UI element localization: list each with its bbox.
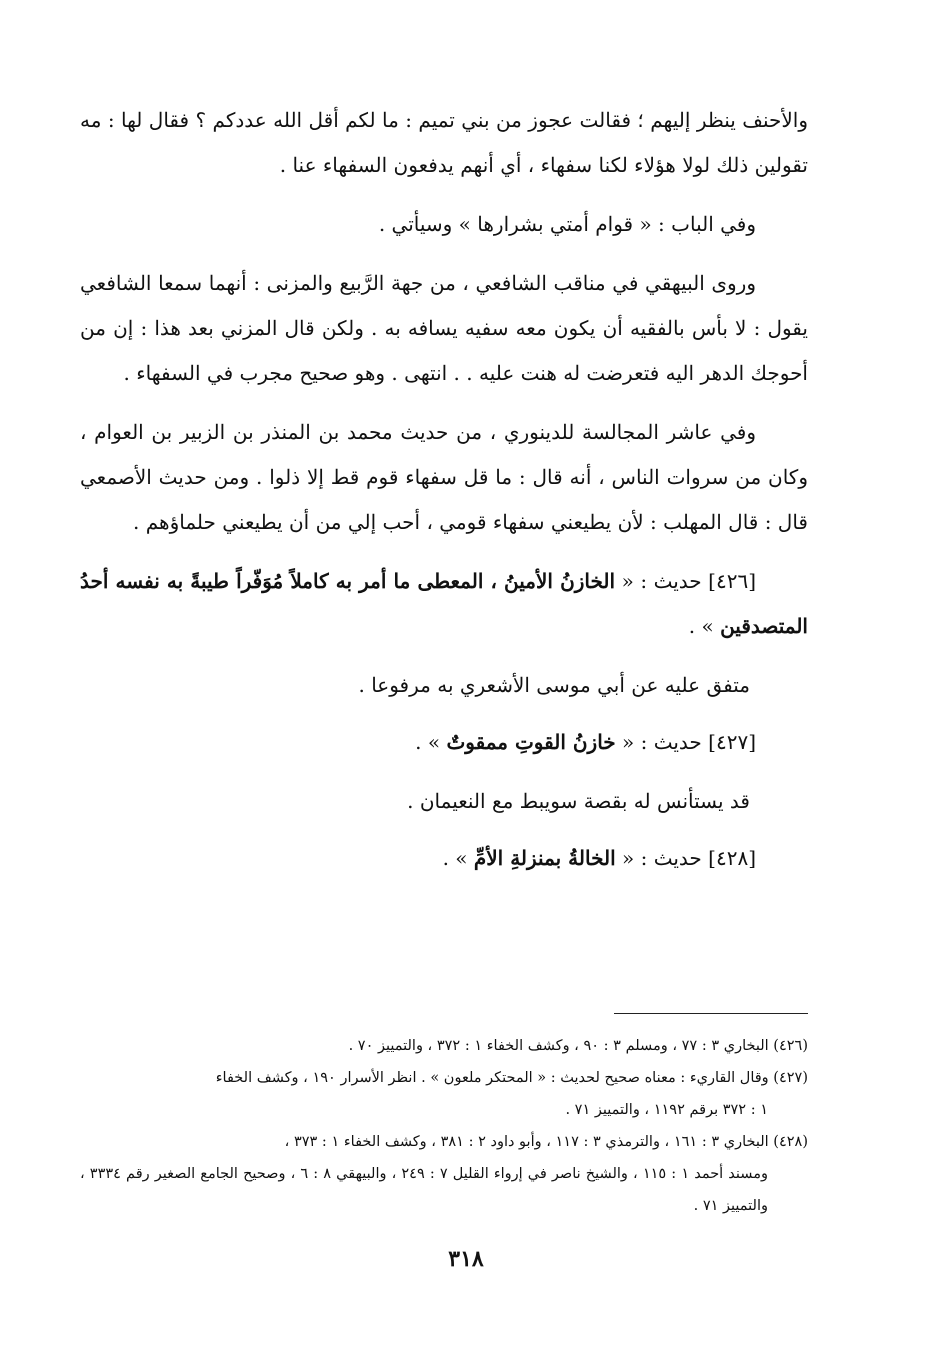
paragraph: وروى البيهقي في مناقب الشافعي ، من جهة الرَّبيع والمزنى : أنهما سمعا الشافعي يقول : لا بأس بالفقيه أن يكون معه سفيه يسافه به . ولكن قال المزني بعد هذا : إن من أحوجك الدهر اليه فتعرضت له هنت عليه . . انتهى . وهو صحيح مجرب في السفهاء . — [80, 271, 808, 385]
hadith-text: خازنُ القوتِ ممقوتٌ — [446, 730, 616, 754]
hadith-text: الخالةُ بمنزلةِ الأمِّ — [473, 846, 616, 870]
hadith-suffix: » . — [415, 730, 441, 754]
footnote-divider — [614, 1013, 808, 1014]
hadith-prefix: حديث : « — [621, 569, 702, 593]
hadith-428 — [80, 836, 808, 881]
hadith-number: [٤٢٦] — [708, 569, 756, 593]
footnote-427-continuation: ١ : ٣٧٢ برقم ١١٩٢ ، والتمييز ٧١ . — [565, 1102, 768, 1118]
paragraph: والأحنف ينظر إليهم ؛ فقالت عجوز من بني تميم : ما لكم أقل الله عددكم ؟ فقال لها : مه تقولين ذلك لولا هؤلاء لكنا سفهاء ، أي أنهم يدفعون السفهاء عنا . — [80, 108, 808, 177]
hadith-text: الخازنُ الأمينُ ، المعطى ما أمر به كاملاً مُوَفّراً طيبةً به نفسه أحدُ المتصدقين — [80, 569, 808, 638]
footnote-428-continuation: ومسند أحمد ١ : ١١٥ ، والشيخ ناصر في إرواء القليل ٧ : ٢٤٩ ، والبيهقي ٨ : ٦ ، وصحيح الجامع الصغير رقم ٣٣٣٤ ، والتمييز ٧١ . — [80, 1166, 769, 1214]
paragraph: وفي عاشر المجالسة للدينوري ، من حديث محمد بن المنذر بن الزبير بن العوام ، وكان من سروات الناس ، أنه قال : ما قل سفهاء قوم قط إلا ذلوا . ومن حديث الأصمعي قال : قال المهلب : لأن يطيعني سفهاء قومي ، أحب إلي من أن يطيعني حلماؤهم . — [80, 420, 808, 534]
hadith-suffix: » . — [688, 614, 714, 638]
hadith-number: [٤٢٧] — [708, 730, 756, 754]
hadith-prefix: حديث : « — [622, 730, 702, 754]
hadith-number: [٤٢٨] — [708, 846, 756, 870]
hadith-note: قد يستأنس له بقصة سويبط مع النعيمان . — [407, 789, 750, 813]
hadith-prefix: حديث : « — [622, 846, 702, 870]
footnotes — [80, 1030, 808, 1222]
hadith-suffix: » . — [442, 846, 468, 870]
hadith-427 — [80, 720, 808, 765]
main-text — [80, 98, 808, 895]
page-number: ٣١٨ — [448, 1246, 484, 1272]
footnote-427: (٤٢٧) وقال القاريء : معناه صحيح لحديث : « المحتكر ملعون » . انظر الأسرار ١٩٠ ، وكشف الخفاء — [215, 1070, 808, 1086]
hadith-426 — [80, 559, 808, 649]
footnote-426: (٤٢٦) البخاري ٣ : ٧٧ ، ومسلم ٣ : ٩٠ ، وكشف الخفاء ١ : ٣٧٢ ، والتمييز ٧٠ . — [348, 1038, 808, 1054]
footnote-428: (٤٢٨) البخاري ٣ : ١٦١ ، والترمذي ٣ : ١١٧ ، وأبو داود ٢ : ٣٨١ ، وكشف الخفاء ١ : ٣٧٣ ، — [284, 1134, 808, 1150]
hadith-note: متفق عليه عن أبي موسى الأشعري به مرفوعا . — [358, 673, 750, 697]
paragraph: وفي الباب : « قوام أمتي بشرارها » وسيأتي . — [378, 212, 756, 236]
